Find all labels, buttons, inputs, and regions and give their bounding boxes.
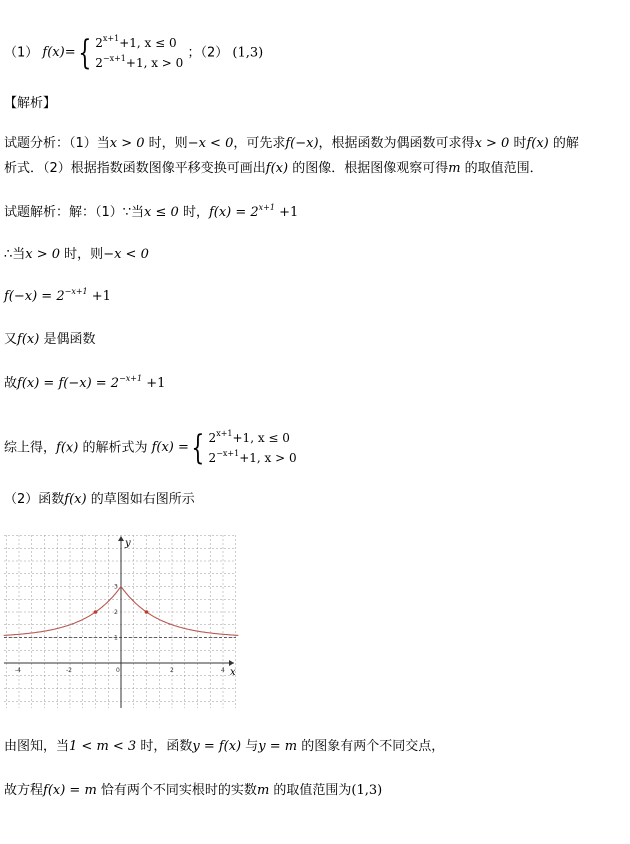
curve-point [145, 610, 149, 614]
y-tick-label: 1 [114, 634, 118, 642]
answer-case-2: $2^{-x+1}+1$, x > 0 [95, 54, 184, 70]
solution-case-2: $2^{-x+1}+1$, x > 0 [208, 449, 297, 465]
y-axis-arrow [118, 536, 124, 541]
solution-line-7: （2）函数f(x) 的草图如右图所示 [4, 492, 195, 507]
curve-point [94, 610, 98, 614]
y-axis-label: y [125, 538, 131, 549]
solution-line-5: 故$f(x) = f(-x) = 2^{-x+1} +1$ [4, 374, 166, 391]
analysis-line-1: 试题分析：（1）当x > 0 时，则−x < 0，可先求f(−x)，根据函数为偶函数可求得x > 0 时f(x) 的解 [4, 136, 579, 151]
y-tick-label: 2 [114, 609, 118, 616]
x-axis-label: x [230, 667, 236, 678]
brace-icon: { [77, 33, 91, 73]
solution-line-2: ∴当x > 0 时，则−x < 0 [4, 247, 149, 262]
x-tick-label: -4 [15, 667, 21, 674]
solution-line-6: 综上得，f(x) 的解析式为 f(x) = { $2^{x+1}+1$, x ≤ 0 $2^{-x+1}+1$, x > 0 [4, 428, 297, 468]
brace-icon: { [191, 428, 205, 468]
answer-part2-value: (1,3) [232, 45, 264, 61]
x-axis-arrow [229, 660, 234, 666]
answer-part2-label: ；（2） [187, 45, 229, 61]
x-tick-label: 0 [116, 667, 120, 674]
analysis-line-2: 析式．（2）根据指数函数图像平移变换可画出f(x) 的图像．根据图像观察可得m 的取值范围． [4, 161, 543, 176]
solution-piecewise: f(x) = { $2^{x+1}+1$, x ≤ 0 $2^{-x+1}+1$, x > 0 [151, 428, 297, 468]
solution-line-9: 故方程f(x) = m 恰有两个不同实根时的实数m 的取值范围为(1,3) [4, 783, 383, 798]
solution-line-4: 又f(x) 是偶函数 [4, 332, 96, 347]
answer-cases [95, 33, 183, 73]
solution-line-8: 由图知，当1 < m < 3 时，函数y = f(x) 与y = m 的图象有两个不同交点， [4, 739, 445, 754]
x-tick-label: 4 [221, 667, 225, 674]
answer-case-1: $2^{x+1}+1$, x ≤ 0 [95, 34, 177, 50]
answer-line [4, 33, 263, 73]
analysis-header: 【解析】 [4, 96, 57, 111]
x-tick-label: -2 [66, 667, 72, 674]
solution-line-1: 试题解析：解：（1）∵当x ≤ 0 时，$f(x) = 2^{x+1} +1$ [4, 203, 299, 220]
answer-part1-label: （1） [4, 45, 39, 61]
y-tick-label: 3 [114, 583, 118, 591]
solution-line-3: $f(-x) = 2^{-x+1} +1$ [4, 287, 111, 304]
function-graph [0, 530, 240, 710]
solution-case-1: $2^{x+1}+1$, x ≤ 0 [208, 429, 290, 445]
answer-piecewise [42, 33, 183, 73]
answer-func: f(x)= [42, 45, 76, 60]
x-tick-label: 2 [170, 667, 174, 674]
